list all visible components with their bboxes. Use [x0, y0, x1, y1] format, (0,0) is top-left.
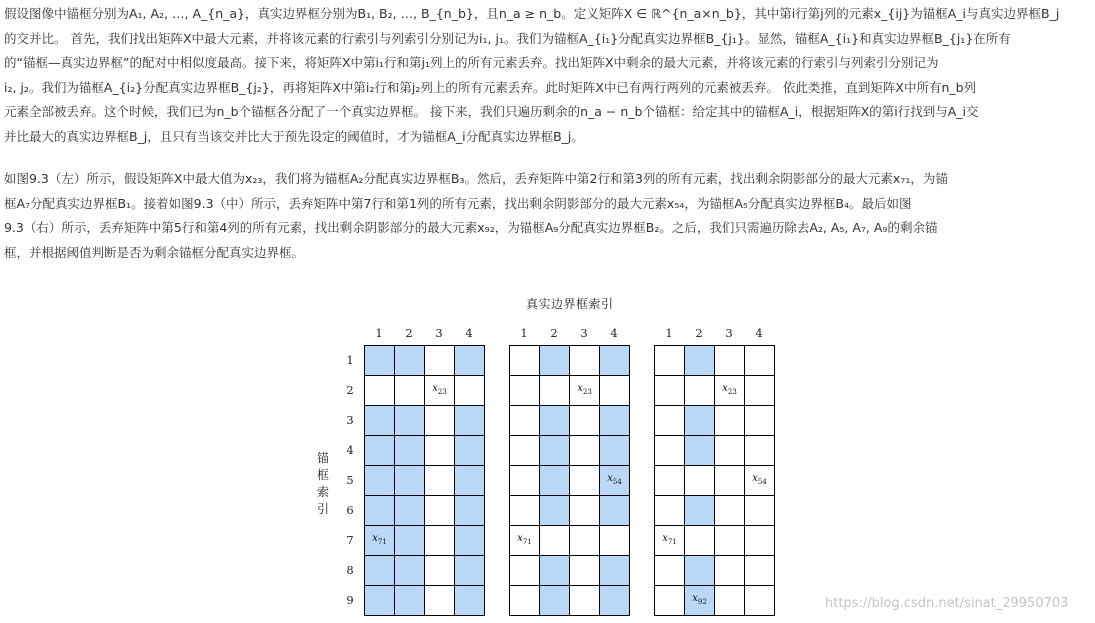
matrix-cell — [655, 406, 685, 436]
matrix-cell-label: $x_{23}$ — [577, 383, 592, 396]
matrix-cell — [570, 436, 600, 466]
matrix-cell — [600, 586, 630, 616]
matrix-cell — [600, 376, 630, 406]
matrix-cell — [685, 466, 715, 496]
matrix-cell — [540, 346, 570, 376]
matrix-cell — [455, 346, 485, 376]
matrix-cell — [715, 406, 745, 436]
matrix-cell — [540, 406, 570, 436]
matrix-cell — [395, 586, 425, 616]
matrix-cell — [510, 376, 540, 406]
matrix-cell — [600, 346, 630, 376]
matrix-cell — [685, 526, 715, 556]
matrix-cell — [685, 586, 715, 616]
paragraph-figure-explanation — [4, 167, 1084, 265]
matrix-cell — [395, 376, 425, 406]
matrix-cell — [655, 466, 685, 496]
matrix-cell — [425, 376, 455, 406]
matrix-cell — [600, 406, 630, 436]
matrix-cell — [455, 496, 485, 526]
matrix-cell — [395, 526, 425, 556]
row-index-label: 3 — [346, 413, 354, 427]
matrix-cell — [365, 496, 395, 526]
matrix-cell — [685, 376, 715, 406]
matrix-cell — [685, 346, 715, 376]
row-index-label: 4 — [346, 443, 354, 457]
matrix-cell — [600, 466, 630, 496]
matrix-cell — [715, 436, 745, 466]
paragraph-line: 框，并根据阈值判断是否为剩余锚框分配真实边界框。 — [4, 244, 305, 260]
matrix-cell — [455, 586, 485, 616]
paragraph-line: 的交并比。 首先，我们找出矩阵X中最大元素，并将该元素的行索引与列索引分别记为i₁, j₁。我们为锚框A_{i₁}分配真实边界框B_{j₁}。显然，锚框A_{i₁}和真实边界框B_{j₁}在所有 — [4, 30, 1011, 46]
paragraph-line: 9.3（右）所示，丢弃矩阵中第5行和第4列的所有元素，找出剩余阴影部分的最大元素x₉₂，为锚框A₉分配真实边界框B₂。之后，我们只需遍历除去A₂, A₅, A₇, A₉的剩余锚 — [4, 220, 938, 236]
matrix-cell — [540, 586, 570, 616]
paragraph-line: 的“锚框—真实边界框”的配对中相似度最高。接下来，将矩阵X中第i₁行和第j₁列上的所有元素丢弃。找出矩阵X中剩余的最大元素，并将该元素的行索引与列索引分别记为 — [4, 55, 939, 71]
matrix-cell — [570, 496, 600, 526]
matrix-cell — [365, 586, 395, 616]
paragraph-line: 如图9.3（左）所示，假设矩阵X中最大值为x₂₃，我们将为锚框A₂分配真实边界框B₃。然后，丢弃矩阵中第2行和第3列的所有元素，找出剩余阴影部分的最大元素x₇₁，为锚 — [4, 171, 948, 186]
matrix-cell — [510, 526, 540, 556]
matrix-cell — [425, 466, 455, 496]
paragraph-line: i₂, j₂。我们为锚框A_{i₂}分配真实边界框B_{j₂}，再将矩阵X中第i₂行和第j₂列上的所有元素丢弃。此时矩阵X中已有两行两列的元素被丢弃。 依此类推，直到矩阵X中所有n_b列 — [4, 79, 977, 95]
paragraph-line: 元素全部被丢弃。这个时候，我们已为n_b个锚框各分配了一个真实边界框。 接下来，我们只遍历剩余的n_a − n_b个锚框：给定其中的锚框A_i，根据矩阵X的第i行找到与A_i交 — [4, 104, 979, 120]
matrix-cell — [600, 556, 630, 586]
matrix-cell — [395, 466, 425, 496]
matrix-cell — [365, 436, 395, 466]
matrix-cell — [655, 556, 685, 586]
row-index-label: 2 — [346, 383, 354, 397]
matrix-cell — [715, 556, 745, 586]
watermark-url: https://blog.csdn.net/sinat_29950703 — [825, 596, 1069, 611]
matrix-cell — [745, 556, 775, 586]
matrix-cell — [570, 556, 600, 586]
matrix-cell — [425, 586, 455, 616]
row-index-label: 9 — [346, 593, 354, 607]
col-index-label: 1 — [520, 326, 528, 340]
matrix-cell — [715, 466, 745, 496]
matrix-cell — [655, 436, 685, 466]
matrix-cell — [425, 496, 455, 526]
matrix-cell — [715, 526, 745, 556]
matrix-cell — [685, 436, 715, 466]
col-index-label: 4 — [755, 326, 763, 340]
matrix-cell — [570, 346, 600, 376]
matrix-cell — [600, 436, 630, 466]
matrix-cell — [455, 466, 485, 496]
row-index-label: 7 — [346, 533, 354, 547]
matrix-cell — [365, 466, 395, 496]
matrix-cell — [570, 466, 600, 496]
matrix-cell — [540, 436, 570, 466]
matrix-cell — [425, 346, 455, 376]
matrix-cell-label: $x_{23}$ — [722, 383, 737, 396]
matrix-cell — [540, 466, 570, 496]
matrix-cell — [570, 376, 600, 406]
matrix-cell — [655, 526, 685, 556]
matrix-cell-label: $x_{71}$ — [517, 533, 532, 546]
col-index-label: 4 — [465, 326, 473, 340]
matrix-cell — [510, 556, 540, 586]
matrix-cell — [745, 436, 775, 466]
col-index-label: 3 — [435, 326, 443, 340]
paragraph-line: 框A₇分配真实边界框B₁。接着如图9.3（中）所示，丢弃矩阵中第7行和第1列的所有元素，找出剩余阴影部分的最大元素x₅₄，为锚框A₅分配真实边界框B₄。最后如图 — [4, 195, 912, 211]
matrix-cell — [745, 406, 775, 436]
matrix-cell — [745, 376, 775, 406]
iou-matrix-figure — [300, 290, 820, 620]
matrix-cell — [510, 466, 540, 496]
figure-y-title-char: 框 — [316, 468, 329, 482]
matrix-cell — [715, 376, 745, 406]
col-index-label: 2 — [550, 326, 558, 340]
matrix-cell — [540, 496, 570, 526]
matrix-cell — [510, 436, 540, 466]
row-index-label: 1 — [346, 353, 354, 367]
matrix-cell-label: $x_{54}$ — [607, 473, 622, 486]
row-index-label: 6 — [346, 503, 354, 517]
matrix-cell-label: $x_{92}$ — [692, 593, 707, 606]
matrix-cell — [365, 406, 395, 436]
matrix-cell — [745, 466, 775, 496]
matrix-cell — [540, 376, 570, 406]
matrix-cell — [365, 376, 395, 406]
matrix-cell — [685, 496, 715, 526]
matrix-cell — [425, 406, 455, 436]
matrix-cell-label: $x_{54}$ — [752, 473, 767, 486]
iou-matrix-grid — [509, 345, 630, 616]
matrix-cell-label: $x_{23}$ — [432, 383, 447, 396]
matrix-cell — [425, 556, 455, 586]
matrix-cell — [715, 586, 745, 616]
iou-matrix-grid — [654, 345, 775, 616]
matrix-cell — [745, 496, 775, 526]
matrix-cell — [395, 436, 425, 466]
row-index-label: 8 — [346, 563, 354, 577]
matrix-cell — [510, 346, 540, 376]
row-index-label: 5 — [346, 473, 354, 487]
matrix-cell — [570, 406, 600, 436]
matrix-cell — [455, 406, 485, 436]
matrix-cell — [365, 346, 395, 376]
matrix-cell — [425, 526, 455, 556]
matrix-cell — [600, 496, 630, 526]
matrix-cell — [455, 436, 485, 466]
iou-matrix-grid — [364, 345, 485, 616]
figure-y-title-char: 索 — [316, 485, 329, 499]
matrix-cell — [395, 496, 425, 526]
paragraph-line: 假设图像中锚框分别为A₁, A₂, …, A_{n_a}，真实边界框分别为B₁, B₂, …, B_{n_b}，且n_a ≥ n_b。定义矩阵X ∈ ℝ^{n_a×n_b}，其中第i行第j列的元素x_{ij}为锚框A_i与真实边界框B_j — [4, 6, 1060, 21]
matrix-cell — [655, 376, 685, 406]
col-index-label: 3 — [580, 326, 588, 340]
matrix-cell — [540, 556, 570, 586]
matrix-cell — [395, 556, 425, 586]
matrix-cell — [600, 526, 630, 556]
col-index-label: 1 — [375, 326, 383, 340]
matrix-cell — [540, 526, 570, 556]
matrix-cell — [510, 496, 540, 526]
matrix-cell — [455, 526, 485, 556]
matrix-cell — [715, 346, 745, 376]
figure-y-title-char: 引 — [316, 502, 329, 516]
matrix-cell — [745, 586, 775, 616]
matrix-cell — [685, 406, 715, 436]
matrix-cell — [510, 586, 540, 616]
matrix-cell — [425, 436, 455, 466]
matrix-cell-label: $x_{71}$ — [372, 533, 387, 546]
paragraph-line: 并比最大的真实边界框B_j，且只有当该交并比大于预先设定的阈值时，才为锚框A_i分配真实边界框B_j。 — [4, 128, 584, 144]
matrix-cell — [655, 496, 685, 526]
matrix-cell — [365, 526, 395, 556]
matrix-cell — [455, 376, 485, 406]
matrix-cell-label: $x_{71}$ — [662, 533, 677, 546]
figure-y-title-char: 锚 — [316, 451, 329, 465]
col-index-label: 1 — [665, 326, 673, 340]
matrix-cell — [455, 556, 485, 586]
col-index-label: 2 — [695, 326, 703, 340]
col-index-label: 2 — [405, 326, 413, 340]
matrix-cell — [655, 346, 685, 376]
matrix-cell — [745, 526, 775, 556]
figure-title: 真实边界框索引 — [526, 297, 614, 311]
matrix-cell — [655, 586, 685, 616]
matrix-cell — [395, 346, 425, 376]
figure-y-title — [316, 450, 330, 518]
matrix-cell — [745, 346, 775, 376]
matrix-cell — [570, 586, 600, 616]
col-index-label: 4 — [610, 326, 618, 340]
paragraph-anchor-assignment — [4, 2, 1084, 150]
matrix-cell — [715, 496, 745, 526]
matrix-cell — [395, 406, 425, 436]
matrix-cell — [510, 406, 540, 436]
matrix-cell — [570, 526, 600, 556]
matrix-cell — [365, 556, 395, 586]
matrix-cell — [685, 556, 715, 586]
col-index-label: 3 — [725, 326, 733, 340]
